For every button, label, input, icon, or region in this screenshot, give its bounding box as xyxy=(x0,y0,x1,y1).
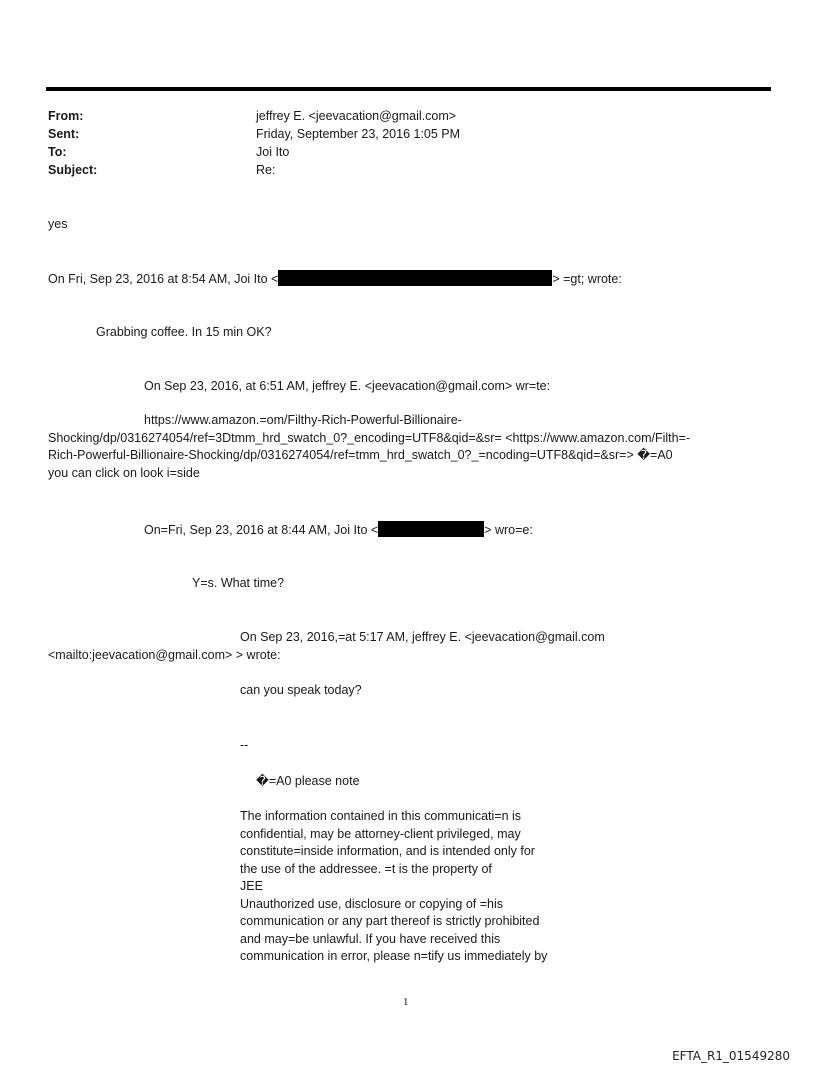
reply-text: yes xyxy=(48,217,68,231)
redaction-box xyxy=(278,270,552,286)
quote3-intro-post: > wro=e: xyxy=(484,523,533,537)
quote2-line: Shocking/dp/0316274054/ref=3Dtmm_hrd_swatch_0?_encoding=UTF8&qid=&sr= <https://www.amazon.com/Filth=- xyxy=(48,430,691,445)
sent-label: Sent: xyxy=(48,127,80,141)
quote2-line: https://www.amazon.=om/Filthy-Rich-Powerful-Billionaire- xyxy=(144,413,462,427)
from-label: From: xyxy=(48,109,84,123)
disclaimer-line: Unauthorized use, disclosure or copying of =his xyxy=(240,896,503,911)
disclaimer-line: communication or any part thereof is strictly prohibited xyxy=(240,914,540,928)
quote3-intro xyxy=(144,521,533,539)
quote2-intro: On Sep 23, 2016, at 6:51 AM, jeffrey E. <jeevacation@gmail.com> wr=te: xyxy=(144,379,551,393)
signature-note: �=A0 please note xyxy=(256,774,360,788)
quote2-body xyxy=(48,412,690,482)
quote3-intro-pre: On=Fri, Sep 23, 2016 at 8:44 AM, Joi Ito < xyxy=(144,523,379,537)
page-number: 1 xyxy=(403,996,409,1008)
disclaimer-line: JEE xyxy=(240,879,263,893)
quote2-line: you can click on look i=side xyxy=(48,465,200,480)
quote4-intro-line2: <mailto:jeevacation@gmail.com> > wrote: xyxy=(48,648,281,662)
signature-dash: -- xyxy=(240,738,249,752)
to-value: Joi Ito xyxy=(256,145,290,159)
quote4-intro-line1: On Sep 23, 2016,=at 5:17 AM, jeffrey E. <jeevacation@gmail.com xyxy=(240,630,605,644)
quote1-intro-post: > =gt; wrote: xyxy=(552,272,622,286)
to-label: To: xyxy=(48,145,67,159)
redaction-box xyxy=(378,521,484,537)
quote4-text: can you speak today? xyxy=(240,683,362,697)
from-value: jeffrey E. <jeevacation@gmail.com> xyxy=(256,109,457,123)
disclaimer-line: communication in error, please n=tify us immediately by xyxy=(240,949,548,963)
subject-value: Re: xyxy=(256,163,276,177)
quote3-text: Y=s. What time? xyxy=(192,576,285,590)
disclaimer-line: the use of the addressee. =t is the property of xyxy=(240,861,492,876)
document-id: EFTA_R1_01549280 xyxy=(672,1049,790,1063)
sent-value: Friday, September 23, 2016 1:05 PM xyxy=(256,127,461,141)
quote2-line: Rich-Powerful-Billionaire-Shocking/dp/0316274054/ref=tmm_hrd_swatch_0?_=ncoding=UTF8&qid=&sr=> �=A0 xyxy=(48,448,673,462)
disclaimer-line: and may=be unlawful. If you have received this xyxy=(240,931,501,946)
subject-label: Subject: xyxy=(48,163,98,177)
disclaimer-line: The information contained in this communicati=n is xyxy=(240,809,522,823)
quote1-text: Grabbing coffee. In 15 min OK? xyxy=(96,325,272,339)
header-rule xyxy=(46,87,771,91)
quote1-intro-pre: On Fri, Sep 23, 2016 at 8:54 AM, Joi Ito < xyxy=(48,272,279,286)
quote1-intro xyxy=(48,270,622,288)
disclaimer xyxy=(240,808,547,966)
disclaimer-line: confidential, may be attorney-client privileged, may xyxy=(240,826,521,841)
disclaimer-line: constitute=inside information, and is intended only for xyxy=(240,844,535,858)
